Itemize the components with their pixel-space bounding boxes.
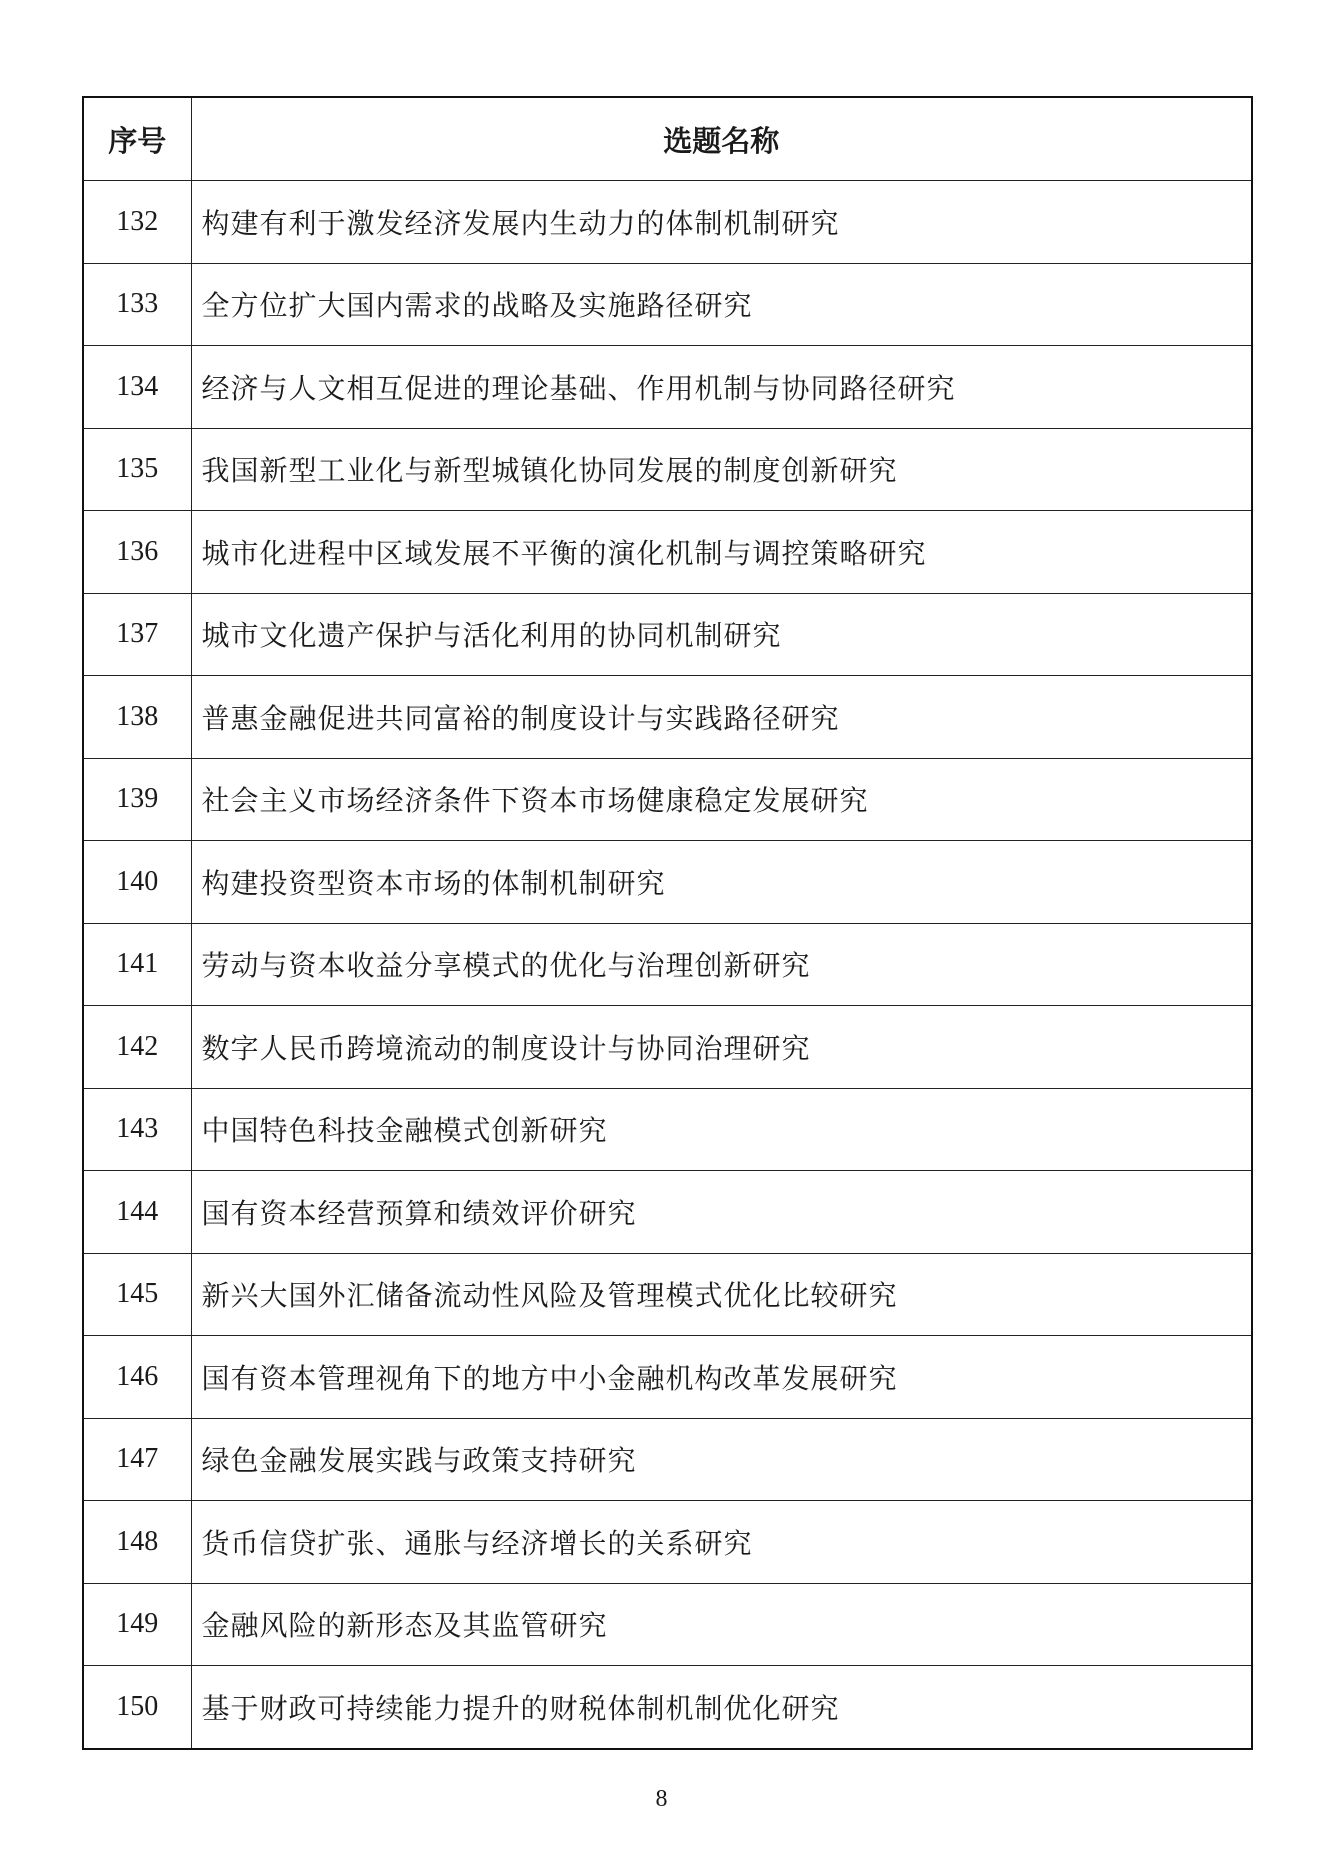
row-number: 143 <box>83 1088 191 1171</box>
column-header-number: 序号 <box>83 97 191 181</box>
table-row <box>83 1583 1252 1666</box>
row-title: 全方位扩大国内需求的战略及实施路径研究 <box>191 263 1252 346</box>
row-number: 137 <box>83 593 191 676</box>
row-title: 社会主义市场经济条件下资本市场健康稳定发展研究 <box>191 758 1252 841</box>
row-number: 142 <box>83 1006 191 1089</box>
row-title: 城市文化遗产保护与活化利用的协同机制研究 <box>191 593 1252 676</box>
row-number: 133 <box>83 263 191 346</box>
row-title: 城市化进程中区域发展不平衡的演化机制与调控策略研究 <box>191 511 1252 594</box>
row-number: 146 <box>83 1336 191 1419</box>
table-row <box>83 346 1252 429</box>
table-row <box>83 511 1252 594</box>
row-title: 劳动与资本收益分享模式的优化与治理创新研究 <box>191 923 1252 1006</box>
row-number: 138 <box>83 676 191 759</box>
row-number: 139 <box>83 758 191 841</box>
row-number: 147 <box>83 1418 191 1501</box>
row-number: 134 <box>83 346 191 429</box>
column-header-title: 选题名称 <box>191 97 1252 181</box>
table-row <box>83 428 1252 511</box>
table-row <box>83 263 1252 346</box>
row-title: 构建投资型资本市场的体制机制研究 <box>191 841 1252 924</box>
row-title: 普惠金融促进共同富裕的制度设计与实践路径研究 <box>191 676 1252 759</box>
table-row <box>83 1171 1252 1254</box>
topic-table <box>82 96 1253 1750</box>
row-title: 绿色金融发展实践与政策支持研究 <box>191 1418 1252 1501</box>
row-number: 141 <box>83 923 191 1006</box>
table-row <box>83 593 1252 676</box>
table-row <box>83 1501 1252 1584</box>
row-title: 数字人民币跨境流动的制度设计与协同治理研究 <box>191 1006 1252 1089</box>
row-number: 132 <box>83 181 191 264</box>
table-row <box>83 1006 1252 1089</box>
row-number: 135 <box>83 428 191 511</box>
table-header-row <box>83 97 1252 181</box>
table-row <box>83 841 1252 924</box>
row-title: 中国特色科技金融模式创新研究 <box>191 1088 1252 1171</box>
table-body <box>83 181 1252 1749</box>
row-title: 国有资本经营预算和绩效评价研究 <box>191 1171 1252 1254</box>
row-title: 金融风险的新形态及其监管研究 <box>191 1583 1252 1666</box>
row-number: 145 <box>83 1253 191 1336</box>
table-row <box>83 1666 1252 1749</box>
row-number: 140 <box>83 841 191 924</box>
row-title: 国有资本管理视角下的地方中小金融机构改革发展研究 <box>191 1336 1252 1419</box>
table-row <box>83 1418 1252 1501</box>
row-title: 货币信贷扩张、通胀与经济增长的关系研究 <box>191 1501 1252 1584</box>
table-row <box>83 923 1252 1006</box>
row-title: 我国新型工业化与新型城镇化协同发展的制度创新研究 <box>191 428 1252 511</box>
table-row <box>83 1253 1252 1336</box>
table-row <box>83 1336 1252 1419</box>
table-row <box>83 181 1252 264</box>
row-title: 经济与人文相互促进的理论基础、作用机制与协同路径研究 <box>191 346 1252 429</box>
row-title: 基于财政可持续能力提升的财税体制机制优化研究 <box>191 1666 1252 1749</box>
row-title: 新兴大国外汇储备流动性风险及管理模式优化比较研究 <box>191 1253 1252 1336</box>
row-number: 150 <box>83 1666 191 1749</box>
table-row <box>83 758 1252 841</box>
row-number: 149 <box>83 1583 191 1666</box>
row-number: 136 <box>83 511 191 594</box>
row-number: 144 <box>83 1171 191 1254</box>
row-number: 148 <box>83 1501 191 1584</box>
table-row <box>83 1088 1252 1171</box>
table-row <box>83 676 1252 759</box>
row-title: 构建有利于激发经济发展内生动力的体制机制研究 <box>191 181 1252 264</box>
page-number: 8 <box>655 1786 668 1812</box>
